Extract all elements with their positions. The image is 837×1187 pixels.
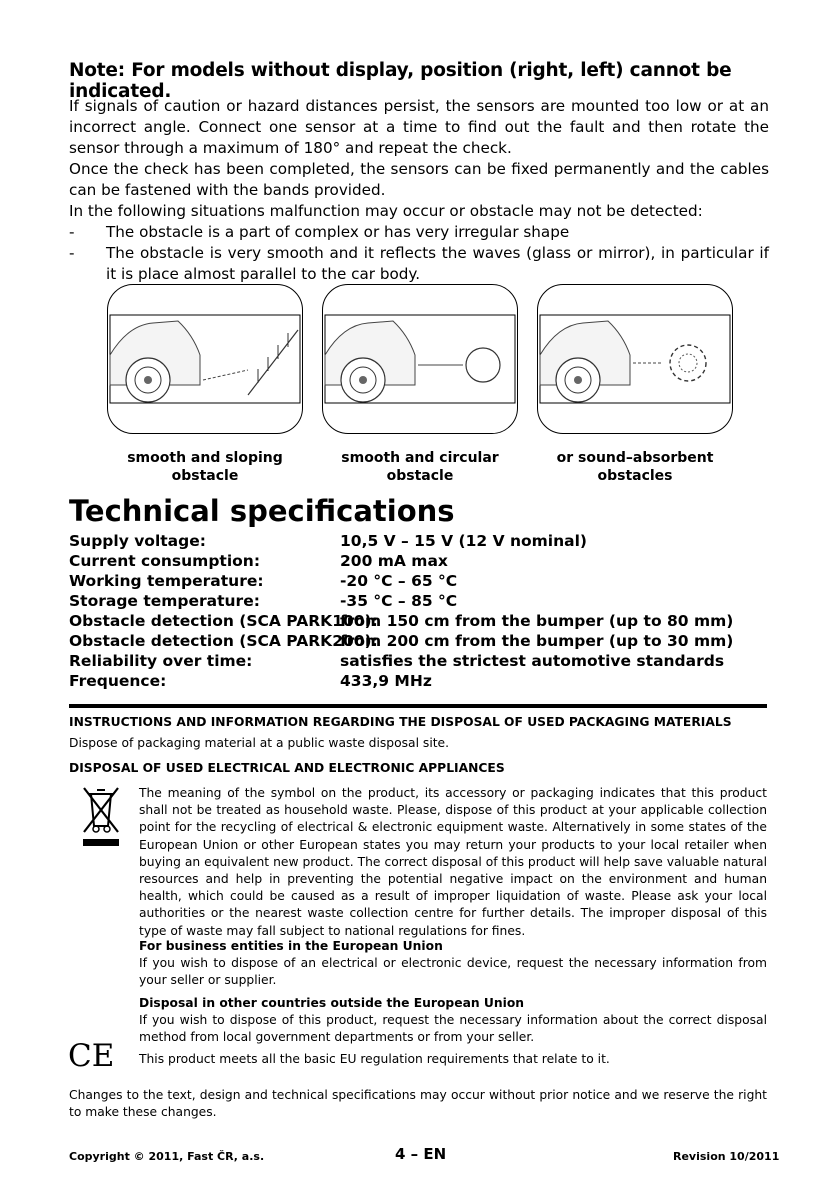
spec-value: -20 °C – 65 °C — [340, 572, 458, 590]
footer-revision: Revision 10/2011 — [673, 1150, 780, 1163]
caption-line: obstacles — [597, 468, 673, 484]
spec-label: Obstacle detection (SCA PARK200): — [69, 632, 378, 650]
spec-label: Storage temperature: — [69, 592, 260, 610]
spec-value: 10,5 V – 15 V (12 V nominal) — [340, 532, 588, 550]
weee-text: The meaning of the symbol on the product, its accessory or packaging indicates that this product shall not be treated as household waste. Please, dispose of this product at your applicable collection point for the recycling of electrical & electronic equipment waste. Alternatively in some states of the European Union or other European states you may return your products to your local retailer when buying an equivalent new product. The correct disposal of this product will help save valuable natural resources and help in preventing the potential negative impact on the environment and human health, which could be caused as a result of improper liquidation of waste. Please ask your local authorities or the nearest waste collection centre for further details. The improper disposal of this type of waste may fall subject to national regulations for fines. — [139, 786, 767, 938]
instructions-text: Dispose of packaging material at a public waste disposal site. — [69, 736, 450, 750]
paragraph-check-complete: Once the check has been completed, the sensors can be fixed permanently and the cables can be fastened with the bands provided. — [69, 160, 769, 199]
car-circular-illustration — [323, 285, 518, 434]
bullet-dash: - — [69, 223, 75, 241]
spec-label: Reliability over time: — [69, 652, 253, 670]
section-divider — [69, 704, 767, 708]
spec-value: from 150 cm from the bumper (up to 80 mm) — [340, 612, 734, 630]
spec-label: Obstacle detection (SCA PARK100): — [69, 612, 378, 630]
spec-value: -35 °C – 85 °C — [340, 592, 458, 610]
spec-label: Supply voltage: — [69, 532, 206, 550]
figure-absorbent-obstacle — [537, 284, 733, 434]
caption-absorbent — [537, 449, 733, 485]
caption-line: obstacle — [386, 468, 454, 484]
bullet-text: The obstacle is very smooth and it reflects the waves (glass or mirror), in particular if it is place almost parallel to the car body. — [106, 244, 769, 283]
paragraph-malfunction: In the following situations malfunction may occur or obstacle may not be detected: — [69, 202, 703, 220]
figure-circular-obstacle — [322, 284, 518, 434]
footer-copyright: Copyright © 2011, Fast ČR, a.s. — [69, 1150, 265, 1163]
car-sloping-illustration — [108, 285, 303, 434]
spec-value: 433,9 MHz — [340, 672, 432, 690]
business-heading: For business entities in the European Union — [139, 939, 443, 953]
caption-line: smooth and sloping — [127, 450, 283, 466]
instructions-heading: INSTRUCTIONS AND INFORMATION REGARDING THE DISPOSAL OF USED PACKAGING MATERIALS — [69, 715, 732, 729]
crossed-bin-icon — [82, 786, 120, 846]
caption-line: smooth and circular — [341, 450, 499, 466]
section-title-technical: Technical specifications — [69, 494, 455, 528]
other-countries-heading: Disposal in other countries outside the European Union — [139, 996, 525, 1010]
ce-text: This product meets all the basic EU regulation requirements that relate to it. — [139, 1052, 610, 1066]
note-heading: Note: For models without display, position (right, left) cannot be indicated. — [69, 60, 732, 102]
caption-circular — [322, 449, 518, 485]
bullet-dash: - — [69, 244, 75, 262]
changes-text: Changes to the text, design and technical specifications may occur without prior notice and we reserve the right to make these changes. — [69, 1088, 767, 1120]
ce-mark: CE — [68, 1038, 115, 1074]
spec-label: Frequence: — [69, 672, 167, 690]
spec-value: satisfies the strictest automotive standards — [340, 652, 725, 670]
caption-line: obstacle — [171, 468, 239, 484]
paragraph-signals: If signals of caution or hazard distances persist, the sensors are mounted too low or at an incorrect angle. Connect one sensor at a time to find out the fault and then rotate the sensor through a maximum of 180° and repeat the check. — [69, 97, 769, 157]
caption-sloping — [107, 449, 303, 485]
caption-line: or sound–absorbent — [556, 450, 714, 466]
other-countries-text: If you wish to dispose of this product, request the necessary information about the correct disposal method from local government departments or from your seller. — [139, 1013, 767, 1045]
weee-heading: DISPOSAL OF USED ELECTRICAL AND ELECTRONIC APPLIANCES — [69, 761, 505, 775]
spec-label: Working temperature: — [69, 572, 264, 590]
business-text: If you wish to dispose of an electrical or electronic device, request the necessary information from your seller or supplier. — [139, 956, 767, 988]
figure-sloping-obstacle — [107, 284, 303, 434]
spec-value: from 200 cm from the bumper (up to 30 mm) — [340, 632, 734, 650]
spec-label: Current consumption: — [69, 552, 261, 570]
bullet-text: The obstacle is a part of complex or has very irregular shape — [106, 223, 570, 241]
spec-value: 200 mA max — [340, 552, 448, 570]
car-absorbent-illustration — [538, 285, 733, 434]
page-number: 4 – EN — [395, 1145, 447, 1163]
